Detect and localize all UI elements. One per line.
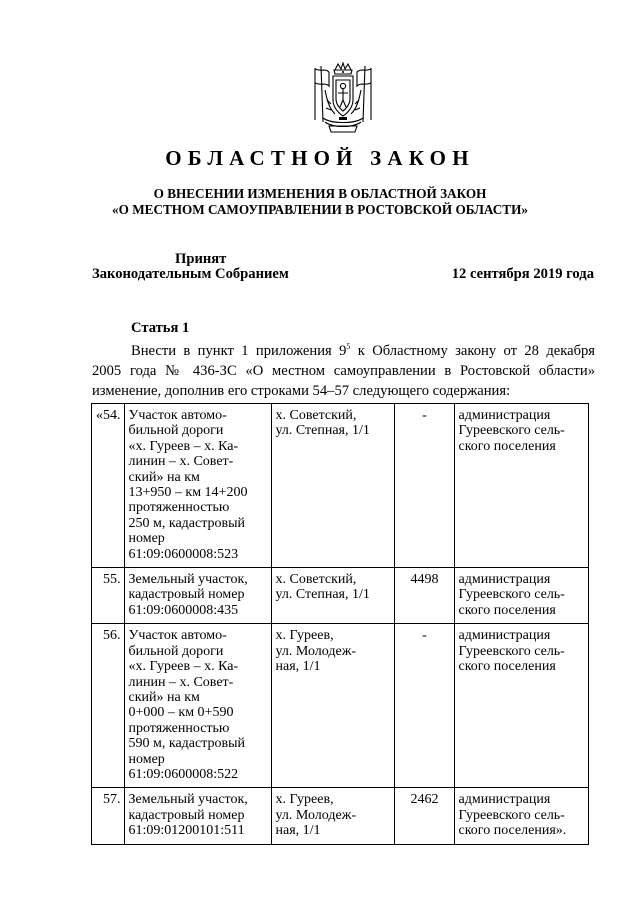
table-row [92,624,589,788]
object-recipient: администрация Гуреевского сель- ского поселения». [454,788,588,844]
article-heading: Статья 1 [131,320,190,336]
row-number: 55. [92,568,125,624]
adoption-date: 12 сентября 2019 года [451,266,594,282]
table-row [92,568,589,624]
article-text-superscript: 5 [346,342,351,351]
object-area: 2462 [394,788,454,844]
object-address: х. Советский, ул. Степная, 1/1 [271,568,394,624]
article-text-line-2: 2005 года № 436-ЗС «О местном самоуправлении в Ростовской области» [92,363,595,379]
article-text-line-1a: Внести в пункт 1 приложения 9 [131,343,347,359]
row-number: 56. [92,624,125,788]
object-area: - [394,404,454,568]
object-description: Земельный участок, кадастровый номер 61:09:0600008:435 [124,568,271,624]
adopted-label: Принят [175,251,227,267]
table-row [92,404,589,568]
object-recipient: администрация Гуреевского сель- ского поселения [454,624,588,788]
article-text-line-1b: к Областному закону от 28 декабря [350,343,595,359]
document-title: ОБЛАСТНОЙ ЗАКОН [165,146,475,170]
article-text-line-1 [92,341,595,361]
property-table [91,403,589,845]
object-address: х. Гуреев, ул. Молодеж- ная, 1/1 [271,624,394,788]
object-description: Земельный участок, кадастровый номер 61:09:01200101:511 [124,788,271,844]
document-subtitle-line-2: «О МЕСТНОМ САМОУПРАВЛЕНИИ В РОСТОВСКОЙ ОБЛАСТИ» [112,202,528,217]
object-recipient: администрация Гуреевского сель- ского поселения [454,568,588,624]
adopting-body: Законодательным Собранием [92,266,289,282]
row-number: 57. [92,788,125,844]
object-address: х. Советский, ул. Степная, 1/1 [271,404,394,568]
table-row [92,788,589,844]
object-address: х. Гуреев, ул. Молодеж- ная, 1/1 [271,788,394,844]
object-recipient: администрация Гуреевского сель- ского поселения [454,404,588,568]
object-area: 4498 [394,568,454,624]
row-number: «54. [92,404,125,568]
coat-of-arms-emblem [305,60,381,136]
object-area: - [394,624,454,788]
object-description: Участок автомо- бильной дороги «х. Гуреев – х. Ка- линин – х. Совет- ский» на км 0+000 – км 0+590 протяженностью 590 м, кадастровый номер 61:09:0600008:522 [124,624,271,788]
article-text-line-3: изменение, дополнив его строками 54–57 следующего содержания: [92,383,511,399]
document-subtitle-line-1: О ВНЕСЕНИИ ИЗМЕНЕНИЯ В ОБЛАСТНОЙ ЗАКОН [153,186,487,201]
object-description: Участок автомо- бильной дороги «х. Гуреев – х. Ка- линин – х. Совет- ский» на км 13+950 – км 14+200 протяженностью 250 м, кадастровый номер 61:09:0600008:523 [124,404,271,568]
